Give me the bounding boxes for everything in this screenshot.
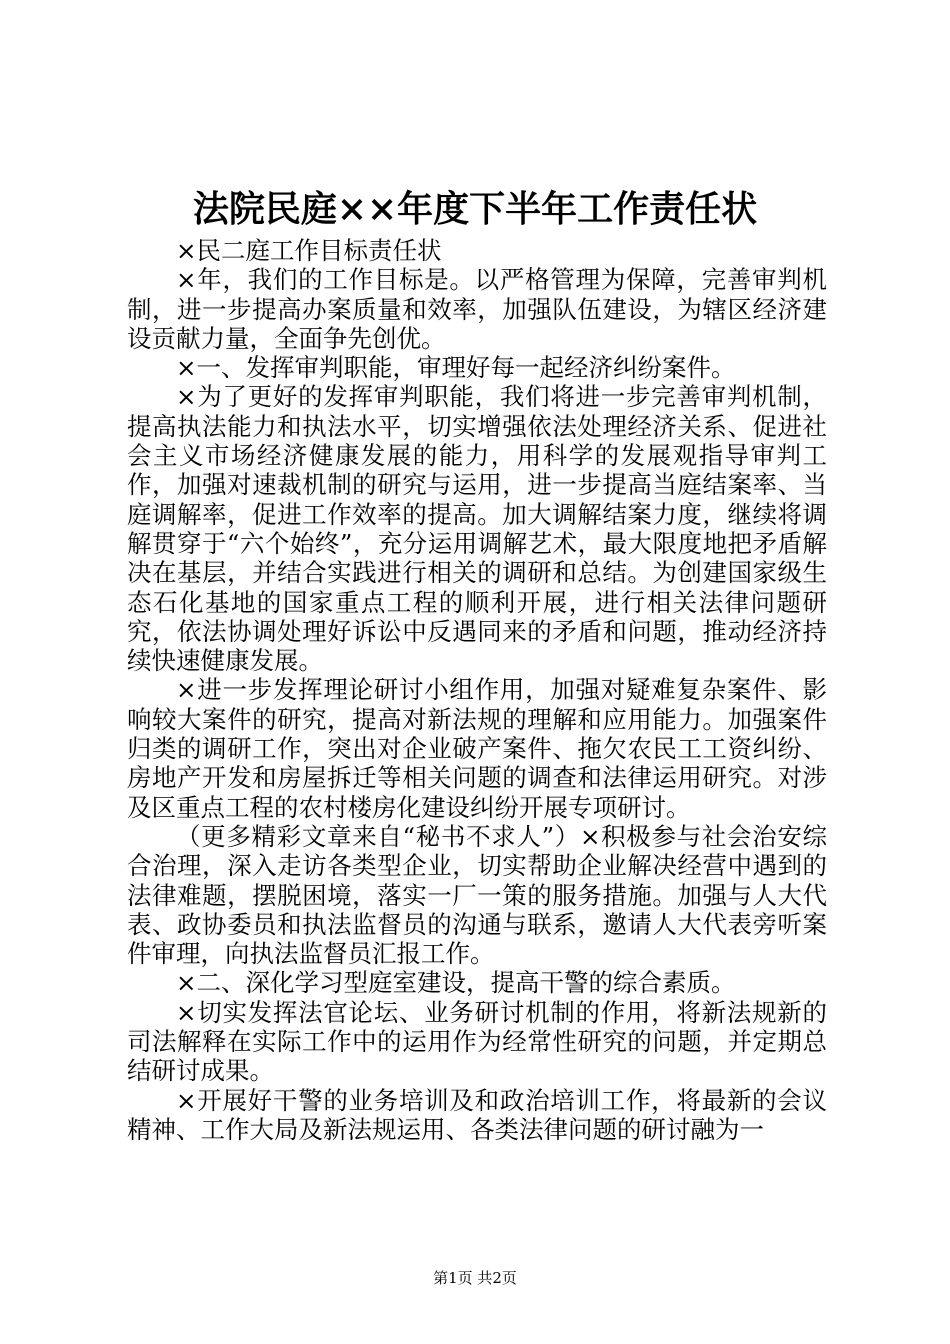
paragraph: ×进一步发挥理论研讨小组作用，加强对疑难复杂案件、影响较大案件的研究，提高对新法规的理解和应用能力。加强案件归类的调研工作，突出对企业破产案件、拖欠农民工工资纠纷、房地产开发和房屋拆迁等相关问题的调查和法律运用研究。对涉及区重点工程的农村楼房化建设纠纷开展专项研讨。 xyxy=(127,675,827,822)
paragraph: ×切实发挥法官论坛、业务研讨机制的作用，将新法规新的司法解释在实际工作中的运用作为经常性研究的问题，并定期总结研讨成果。 xyxy=(127,997,827,1086)
document-title: 法院民庭××年度下半年工作责任状 xyxy=(192,188,758,230)
paragraph: ×二、深化学习型庭室建设，提高干警的综合素质。 xyxy=(176,968,736,998)
paragraph: ×开展好干警的业务培训及和政治培训工作，将最新的会议精神、工作大局及新法规运用、各类法律问题的研讨融为一 xyxy=(127,1085,827,1144)
paragraph: ×一、发挥审判职能，审理好每一起经济纠纷案件。 xyxy=(176,353,736,383)
paragraph: ×年，我们的工作目标是。以严格管理为保障，完善审判机制，进一步提高办案质量和效率，加强队伍建设，为辖区经济建设贡献力量，全面争先创优。 xyxy=(127,265,827,353)
document-body xyxy=(127,236,827,1144)
paragraph: ×为了更好的发挥审判职能，我们将进一步完善审判机制，提高执法能力和执法水平，切实增强依法处理经济关系、促进社会主义市场经济健康发展的能力，用科学的发展观指导审判工作，加强对速裁机制的研究与运用，进一步提高当庭结案率、当庭调解率，促进工作效率的提高。加大调解结案力度，继续将调解贯穿于“六个始终”，充分运用调解艺术，最大限度地把矛盾解决在基层，并结合实践进行相关的调研和总结。为创建国家级生态石化基地的国家重点工程的顺利开展，进行相关法律问题研究，依法协调处理好诉讼中反遇同来的矛盾和问题，推动经济持续快速健康发展。 xyxy=(127,382,827,676)
paragraph: ×民二庭工作目标责任状 xyxy=(176,236,442,265)
paragraph: （更多精彩文章来自“秘书不求人”）×积极参与社会治安综合治理，深入走访各类型企业，切实帮助企业解决经营中遇到的法律难题，摆脱困境，落实一厂一策的服务措施。加强与人大代表、政协委员和执法监督员的沟通与联系，邀请人大代表旁听案件审理，向执法监督员汇报工作。 xyxy=(127,821,827,969)
page-footer: 第1页 共2页 xyxy=(433,1269,517,1287)
